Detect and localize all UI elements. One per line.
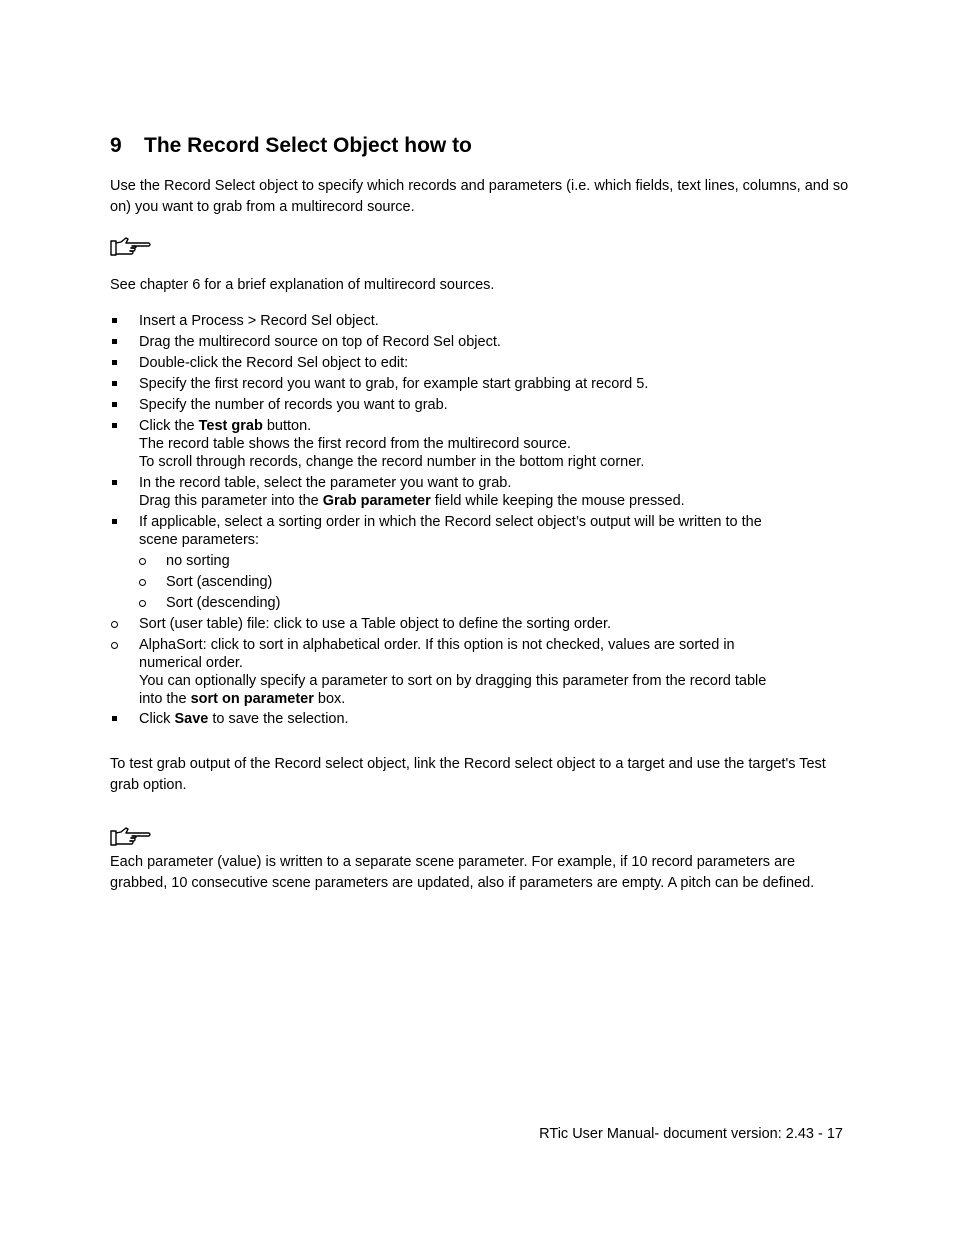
square-bullet-icon bbox=[112, 423, 117, 428]
circle-bullet-icon bbox=[139, 558, 146, 565]
list-item: Specify the number of records you want to grab. bbox=[139, 396, 448, 414]
circle-bullet-icon bbox=[139, 579, 146, 586]
section-title: The Record Select Object how to bbox=[144, 134, 472, 157]
sub-list-item: no sorting bbox=[166, 552, 230, 570]
list-item: Click Save to save the selection. bbox=[139, 710, 349, 728]
square-bullet-icon bbox=[112, 402, 117, 407]
list-item: Click the Test grab button. The record table shows the first record from the multirecord source. To scroll through records, change the record number in the bottom right corner. bbox=[139, 417, 644, 471]
option-item: AlphaSort: click to sort in alphabetical order. If this option is not checked, values are sorted in numerical order. You can optionally specify a parameter to sort on by dragging this parameter from the record table into the sort on parameter box. bbox=[139, 636, 766, 708]
section-number: 9 bbox=[110, 134, 122, 157]
note-multirecord: See chapter 6 for a brief explanation of multirecord sources. bbox=[110, 277, 495, 293]
test-grab-label: Test grab bbox=[198, 418, 263, 434]
pointing-hand-icon bbox=[110, 236, 152, 258]
page-footer: RTic User Manual- document version: 2.43 - 17 bbox=[539, 1126, 843, 1142]
save-label: Save bbox=[174, 711, 209, 727]
square-bullet-icon bbox=[112, 360, 117, 365]
option-item: Sort (user table) file: click to use a Table object to define the sorting order. bbox=[139, 615, 611, 633]
pointing-hand-icon bbox=[110, 826, 152, 848]
list-item: Insert a Process > Record Sel object. bbox=[139, 312, 379, 330]
square-bullet-icon bbox=[112, 339, 117, 344]
sort-on-parameter-label: sort on parameter bbox=[190, 691, 314, 707]
square-bullet-icon bbox=[112, 381, 117, 386]
circle-bullet-icon bbox=[111, 642, 118, 649]
square-bullet-icon bbox=[112, 519, 117, 524]
square-bullet-icon bbox=[112, 716, 117, 721]
note-scene-parameters: Each parameter (value) is written to a separate scene parameter. For example, if 10 record parameters are grabbed, 10 consecutive scene parameters are updated, also if parameters are empty. A pitch can be defined. bbox=[110, 854, 815, 891]
square-bullet-icon bbox=[112, 480, 117, 485]
list-item: In the record table, select the parameter you want to grab. Drag this parameter into the Grab parameter field while keeping the mouse pressed. bbox=[139, 474, 685, 510]
list-item: If applicable, select a sorting order in which the Record select object’s output will be written to the scene parameters: bbox=[139, 513, 762, 549]
list-item: Specify the first record you want to grab, for example start grabbing at record 5. bbox=[139, 375, 648, 393]
section-heading bbox=[110, 134, 472, 158]
circle-bullet-icon bbox=[111, 621, 118, 628]
list-item: Drag the multirecord source on top of Record Sel object. bbox=[139, 333, 501, 351]
square-bullet-icon bbox=[112, 318, 117, 323]
circle-bullet-icon bbox=[139, 600, 146, 607]
intro-paragraph: Use the Record Select object to specify which records and parameters (i.e. which fields, text lines, columns, and so on) you want to grab from a multirecord source. bbox=[110, 178, 849, 215]
test-grab-paragraph: To test grab output of the Record select object, link the Record select object to a target and use the target's Test grab option. bbox=[110, 756, 826, 793]
sub-list-item: Sort (ascending) bbox=[166, 573, 272, 591]
sub-list-item: Sort (descending) bbox=[166, 594, 280, 612]
grab-parameter-label: Grab parameter bbox=[322, 493, 431, 509]
list-item: Double-click the Record Sel object to edit: bbox=[139, 354, 408, 372]
